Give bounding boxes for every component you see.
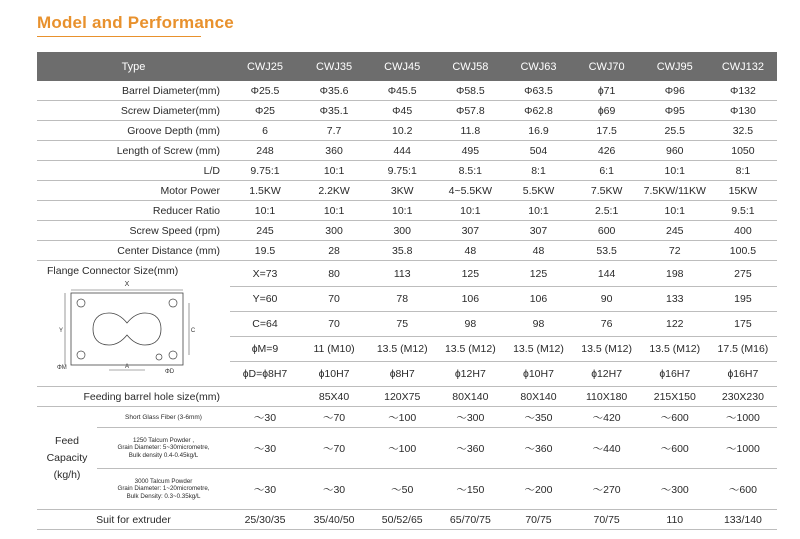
cell: 15KW <box>709 181 777 201</box>
cell: 11.8 <box>436 121 504 141</box>
cell: 70/75 <box>573 510 641 530</box>
row-label: Groove Depth (mm) <box>37 121 230 141</box>
cell: 13.5 (M12) <box>504 337 572 362</box>
cell: Φ63.5 <box>504 81 572 101</box>
feed-capacity-label-line: Capacity <box>46 451 88 464</box>
spec-row <box>37 201 777 221</box>
cell: ～360 <box>504 428 572 469</box>
row-label: Reducer Ratio <box>37 201 230 221</box>
cell: 70/75 <box>504 510 572 530</box>
cell: 72 <box>641 241 709 261</box>
cell: ～200 <box>504 469 572 510</box>
cell: 98 <box>436 312 504 337</box>
cell: 106 <box>436 287 504 312</box>
cell: 75 <box>368 312 436 337</box>
cell: 98 <box>504 312 572 337</box>
cell: 13.5 (M12) <box>436 337 504 362</box>
cell: 122 <box>641 312 709 337</box>
bolt-hole <box>169 299 177 307</box>
title-underline <box>37 36 201 37</box>
row-label: L/D <box>37 161 230 181</box>
cell: 300 <box>300 221 368 241</box>
cell: 8:1 <box>504 161 572 181</box>
cell: ～50 <box>368 469 436 510</box>
cell: Φ95 <box>641 101 709 121</box>
cell: 300 <box>368 221 436 241</box>
cell: 444 <box>368 141 436 161</box>
cell: ～600 <box>641 428 709 469</box>
cell: 80X140 <box>436 387 504 407</box>
cell: ～70 <box>300 428 368 469</box>
spec-row <box>37 161 777 181</box>
row-label: Motor Power <box>37 181 230 201</box>
row-label: Center Distance (mm) <box>37 241 230 261</box>
bolt-hole <box>77 351 85 359</box>
cell: 5.5KW <box>504 181 572 201</box>
dowel-hole <box>156 354 162 360</box>
cell: 1050 <box>709 141 777 161</box>
spec-table <box>37 52 777 530</box>
cell: 76 <box>573 312 641 337</box>
model-header: CWJ63 <box>504 52 572 81</box>
cell: 11 (M10) <box>300 337 368 362</box>
cell: 125 <box>436 261 504 287</box>
cell: 13.5 (M12) <box>573 337 641 362</box>
cell: Y=60 <box>230 287 300 312</box>
cell: Φ62.8 <box>504 101 572 121</box>
cell: 120X75 <box>368 387 436 407</box>
feeding-hole-row <box>37 387 777 407</box>
cell: Φ132 <box>709 81 777 101</box>
bolt-hole <box>169 351 177 359</box>
cell: 7.5KW <box>573 181 641 201</box>
model-header: CWJ132 <box>709 52 777 81</box>
cell: Φ45.5 <box>368 81 436 101</box>
cell: 25.5 <box>641 121 709 141</box>
cell: 17.5 <box>573 121 641 141</box>
cell: ɸ10H7 <box>300 362 368 387</box>
cell: 35/40/50 <box>300 510 368 530</box>
cell: ɸ16H7 <box>641 362 709 387</box>
type-header: Type <box>37 52 230 81</box>
cell: 125 <box>504 261 572 287</box>
cell: ɸ69 <box>573 101 641 121</box>
spec-row <box>37 81 777 101</box>
cell: 495 <box>436 141 504 161</box>
dim-phid-label: ΦD <box>165 369 175 375</box>
model-header: CWJ45 <box>368 52 436 81</box>
cell: ～420 <box>573 407 641 428</box>
cell: 133 <box>641 287 709 312</box>
flange-label: Flange Connector Size(mm) <box>47 265 179 277</box>
cell: 25/30/35 <box>230 510 300 530</box>
cell: ～70 <box>300 407 368 428</box>
cell: 245 <box>641 221 709 241</box>
section-title: Model and Performance <box>37 13 234 32</box>
material-desc-line: Grain Diameter: 1~20micrometre, <box>117 485 210 493</box>
material-desc-line: Bulk density 0.4-0.45kg/L <box>128 451 199 459</box>
cell: ɸM=9 <box>230 337 300 362</box>
model-header: CWJ70 <box>573 52 641 81</box>
cell: 106 <box>504 287 572 312</box>
feed-capacity-label-cell <box>37 407 230 510</box>
dim-c-label: C <box>190 328 196 334</box>
cell: 13.5 (M12) <box>641 337 709 362</box>
cell: ～1000 <box>709 407 777 428</box>
spec-row <box>37 101 777 121</box>
cell: 195 <box>709 287 777 312</box>
cell: Φ57.8 <box>436 101 504 121</box>
cell: 35.8 <box>368 241 436 261</box>
cell: ɸ16H7 <box>709 362 777 387</box>
cell: 6 <box>230 121 300 141</box>
cell: 80 <box>300 261 368 287</box>
spec-row <box>37 141 777 161</box>
dim-x-label: X <box>124 281 130 288</box>
cell: 960 <box>641 141 709 161</box>
cell: 90 <box>573 287 641 312</box>
material-desc: Short Glass Fiber (3-6mm) <box>97 407 230 428</box>
material-desc-line: 3000 Talcum Powder <box>134 477 193 485</box>
cell <box>230 387 300 407</box>
cell: 7.7 <box>300 121 368 141</box>
cell: ～300 <box>641 469 709 510</box>
cell: 48 <box>436 241 504 261</box>
cell: 198 <box>641 261 709 287</box>
cell: ～360 <box>436 428 504 469</box>
spec-row <box>37 241 777 261</box>
cell: 8.5:1 <box>436 161 504 181</box>
cell: Φ35.6 <box>300 81 368 101</box>
cell: 9.5:1 <box>709 201 777 221</box>
row-label: Suit for extruder <box>37 510 230 530</box>
cell: 400 <box>709 221 777 241</box>
cell: Φ96 <box>641 81 709 101</box>
cell: 215X150 <box>641 387 709 407</box>
cell: ～30 <box>300 469 368 510</box>
cell: 10:1 <box>436 201 504 221</box>
material-desc <box>97 428 230 469</box>
feed-capacity-row <box>37 407 777 428</box>
cell: 504 <box>504 141 572 161</box>
cell: 10:1 <box>230 201 300 221</box>
cell: 307 <box>504 221 572 241</box>
material-desc <box>97 469 230 509</box>
cell: C=64 <box>230 312 300 337</box>
feed-capacity-label-line: (kg/h) <box>53 468 81 481</box>
cell: Φ45 <box>368 101 436 121</box>
flange-row <box>37 261 777 287</box>
cell: 133/140 <box>709 510 777 530</box>
cell: 175 <box>709 312 777 337</box>
cell: ɸ12H7 <box>573 362 641 387</box>
cell: 19.5 <box>230 241 300 261</box>
cell: 16.9 <box>504 121 572 141</box>
cell: 70 <box>300 287 368 312</box>
cell: 10:1 <box>504 201 572 221</box>
cell: 70 <box>300 312 368 337</box>
cell: 275 <box>709 261 777 287</box>
cell: 600 <box>573 221 641 241</box>
cell: ～300 <box>436 407 504 428</box>
row-label: Screw Speed (rpm) <box>37 221 230 241</box>
cell: Φ130 <box>709 101 777 121</box>
flange-diagram <box>47 277 197 377</box>
cell: 2.2KW <box>300 181 368 201</box>
cell: 360 <box>300 141 368 161</box>
feed-capacity-label-line: Feed <box>55 434 79 447</box>
cell: ～350 <box>504 407 572 428</box>
cell: 8:1 <box>709 161 777 181</box>
spec-row <box>37 121 777 141</box>
cell: 9.75:1 <box>230 161 300 181</box>
cell: 2.5:1 <box>573 201 641 221</box>
cell: ～600 <box>709 469 777 510</box>
cell: Φ25.5 <box>230 81 300 101</box>
feed-material-list <box>97 407 230 509</box>
cell: 10.2 <box>368 121 436 141</box>
cell: 245 <box>230 221 300 241</box>
cell: X=73 <box>230 261 300 287</box>
cell: ～270 <box>573 469 641 510</box>
cell: 65/70/75 <box>436 510 504 530</box>
model-header: CWJ25 <box>230 52 300 81</box>
cell: ɸ10H7 <box>504 362 572 387</box>
cell: 78 <box>368 287 436 312</box>
model-header: CWJ95 <box>641 52 709 81</box>
cell: ～440 <box>573 428 641 469</box>
feed-capacity-label <box>37 407 97 509</box>
cell: 110 <box>641 510 709 530</box>
cell: 17.5 (M16) <box>709 337 777 362</box>
spec-row <box>37 181 777 201</box>
cell: 10:1 <box>300 201 368 221</box>
row-label: Barrel Diameter(mm) <box>37 81 230 101</box>
dim-y-label: Y <box>58 328 64 334</box>
cell: 10:1 <box>300 161 368 181</box>
cell: 50/52/65 <box>368 510 436 530</box>
cell: 9.75:1 <box>368 161 436 181</box>
row-label: Screw Diameter(mm) <box>37 101 230 121</box>
cell: ～30 <box>230 469 300 510</box>
cell: ɸ8H7 <box>368 362 436 387</box>
cell: Φ25 <box>230 101 300 121</box>
cell: Φ58.5 <box>436 81 504 101</box>
cell: ～1000 <box>709 428 777 469</box>
cell: ～30 <box>230 407 300 428</box>
header-row <box>37 52 777 81</box>
model-header: CWJ58 <box>436 52 504 81</box>
cell: 1.5KW <box>230 181 300 201</box>
cell: 248 <box>230 141 300 161</box>
cell: 28 <box>300 241 368 261</box>
flange-diagram-cell <box>37 261 230 387</box>
cell: ～100 <box>368 428 436 469</box>
cell: 53.5 <box>573 241 641 261</box>
cell: 110X180 <box>573 387 641 407</box>
dim-phim-label: ΦM <box>57 365 67 371</box>
cell: ɸ71 <box>573 81 641 101</box>
twin-bore-outline <box>93 313 161 345</box>
cell: Φ35.1 <box>300 101 368 121</box>
cell: 113 <box>368 261 436 287</box>
bolt-hole <box>77 299 85 307</box>
cell: 230X230 <box>709 387 777 407</box>
cell: 10:1 <box>641 201 709 221</box>
material-desc-line: Grain Diameter: 5~30micrometre, <box>117 444 210 452</box>
model-header: CWJ35 <box>300 52 368 81</box>
cell: ～100 <box>368 407 436 428</box>
cell: 32.5 <box>709 121 777 141</box>
cell: 13.5 (M12) <box>368 337 436 362</box>
cell: 80X140 <box>504 387 572 407</box>
cell: 100.5 <box>709 241 777 261</box>
row-label: Feeding barrel hole size(mm) <box>37 387 230 407</box>
cell: ɸD=ɸ8H7 <box>230 362 300 387</box>
cell: 48 <box>504 241 572 261</box>
cell: ～600 <box>641 407 709 428</box>
cell: 3KW <box>368 181 436 201</box>
flange-outline <box>71 293 183 365</box>
cell: 426 <box>573 141 641 161</box>
cell: 10:1 <box>368 201 436 221</box>
cell: ～30 <box>230 428 300 469</box>
cell: 307 <box>436 221 504 241</box>
cell: 144 <box>573 261 641 287</box>
material-desc-line: Bulk Density: 0.3~0.35kg/L <box>126 492 201 500</box>
cell: ɸ12H7 <box>436 362 504 387</box>
cell: 10:1 <box>641 161 709 181</box>
cell: 6:1 <box>573 161 641 181</box>
suit-row <box>37 510 777 530</box>
cell: ～150 <box>436 469 504 510</box>
cell: 85X40 <box>300 387 368 407</box>
material-desc-line: 1250 Talcum Powder , <box>132 436 195 444</box>
cell: 4~5.5KW <box>436 181 504 201</box>
row-label: Length of Screw (mm) <box>37 141 230 161</box>
cell: 7.5KW/11KW <box>641 181 709 201</box>
spec-row <box>37 221 777 241</box>
dim-a-label: A <box>124 364 130 370</box>
